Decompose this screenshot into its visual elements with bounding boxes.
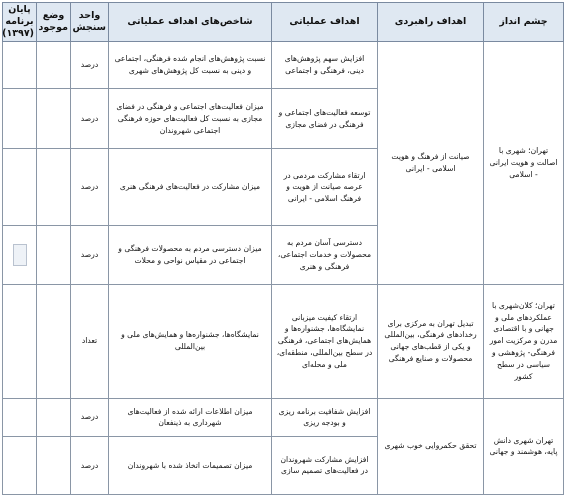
- header-unit: واحد سنجش: [71, 3, 109, 42]
- indicator-cell: نسبت پژوهش‌های انجام شده فرهنگی، اجتماعی و دینی به نسبت کل پژوهش‌های شهری: [109, 42, 272, 89]
- indicator-cell: میزان فعالیت‌های اجتماعی و فرهنگی در فضای مجازی به نسبت کل فعالیت‌های حوزه فرهنگی اجتماعی شهروندان: [109, 89, 272, 149]
- unit-cell: درصد: [71, 436, 109, 494]
- strategic-goal-cell: تحقق حکمروایی خوب شهری: [378, 398, 484, 494]
- current-status-cell: [37, 89, 71, 149]
- header-operational-goals: اهداف عملیاتی: [272, 3, 378, 42]
- indicator-cell: میزان دسترسی مردم به محصولات فرهنگی و اجتماعی در مقیاس نواحی و محلات: [109, 226, 272, 284]
- vision-cell: تهران شهری دانش پایه، هوشمند و جهانی: [484, 398, 564, 494]
- header-row: [3, 3, 564, 42]
- header-strategic-goals: اهداف راهبردی: [378, 3, 484, 42]
- header-indicators: شاخص‌های اهداف عملیاتی: [109, 3, 272, 42]
- table-row: [3, 398, 564, 436]
- table-row: [3, 42, 564, 89]
- current-status-cell: [37, 42, 71, 89]
- indicator-cell: میزان اطلاعات ارائه شده از فعالیت‌های شهرداری به ذینفعان: [109, 398, 272, 436]
- program-end-cell: [3, 42, 37, 89]
- operational-goal-cell: دسترسی آسان مردم به محصولات و خدمات اجتماعی، فرهنگی و هنری: [272, 226, 378, 284]
- current-status-cell: [37, 149, 71, 226]
- program-end-cell: [3, 436, 37, 494]
- strategic-goal-cell: تبدیل تهران به مرکزی برای رخدادهای فرهنگی، بین‌المللی و یکی از قطب‌های جهانی محصولات و صنایع فرهنگی: [378, 284, 484, 398]
- program-end-cell: [3, 89, 37, 149]
- current-status-cell: [37, 284, 71, 398]
- current-status-cell: [37, 436, 71, 494]
- table-row: [3, 284, 564, 398]
- strategic-goal-cell: صیانت از فرهنگ و هویت اسلامی - ایرانی: [378, 42, 484, 285]
- operational-goal-cell: افزایش سهم پژوهش‌های دینی، فرهنگی و اجتماعی: [272, 42, 378, 89]
- vision-cell: تهران؛ کلان‌شهری با عملکردهای ملی و جهانی و با اقتصادی مدرن و مرکزیت امور فرهنگی- پژوهشی و سیاسی در سطح کشور: [484, 284, 564, 398]
- program-end-cell: [3, 149, 37, 226]
- operational-goal-cell: ارتقاء کیفیت میزبانی نمایشگاه‌ها، جشنواره‌ها و همایش‌های اجتماعی، فرهنگی در سطح بین‌المللی، منطقه‌ای، ملی و محله‌ای: [272, 284, 378, 398]
- unit-cell: درصد: [71, 89, 109, 149]
- operational-goal-cell: ارتقاء مشارکت مردمی در عرصه صیانت از هویت و فرهنگ اسلامی - ایرانی: [272, 149, 378, 226]
- unit-cell: درصد: [71, 149, 109, 226]
- header-current-status: وضع موجود: [37, 3, 71, 42]
- header-program-end: پایان برنامه (۱۳۹۷): [3, 3, 37, 42]
- program-end-cell: [3, 398, 37, 436]
- operational-goal-cell: توسعه فعالیت‌های اجتماعی و فرهنگی در فضای مجازی: [272, 89, 378, 149]
- unit-cell: درصد: [71, 226, 109, 284]
- unit-cell: درصد: [71, 42, 109, 89]
- unit-cell: درصد: [71, 398, 109, 436]
- program-end-cell: [3, 226, 37, 284]
- current-status-cell: [37, 398, 71, 436]
- indicator-cell: میزان مشارکت در فعالیت‌های فرهنگی هنری: [109, 149, 272, 226]
- header-vision: چشم انداز: [484, 3, 564, 42]
- operational-goal-cell: افزایش شفافیت برنامه ریزی و بودجه ریزی: [272, 398, 378, 436]
- unit-cell: تعداد: [71, 284, 109, 398]
- cell-marker: [13, 244, 27, 266]
- indicator-cell: میزان تصمیمات اتخاذ شده با شهروندان: [109, 436, 272, 494]
- indicator-cell: نمایشگاه‌ها، جشنواره‌ها و همایش‌های ملی و بین‌المللی: [109, 284, 272, 398]
- vision-cell: تهران؛ شهری با اصالت و هویت ایرانی - اسلامی: [484, 42, 564, 285]
- strategic-plan-table: [2, 2, 564, 495]
- operational-goal-cell: افزایش مشارکت شهروندان در فعالیت‌های تصمیم سازی: [272, 436, 378, 494]
- current-status-cell: [37, 226, 71, 284]
- program-end-cell: [3, 284, 37, 398]
